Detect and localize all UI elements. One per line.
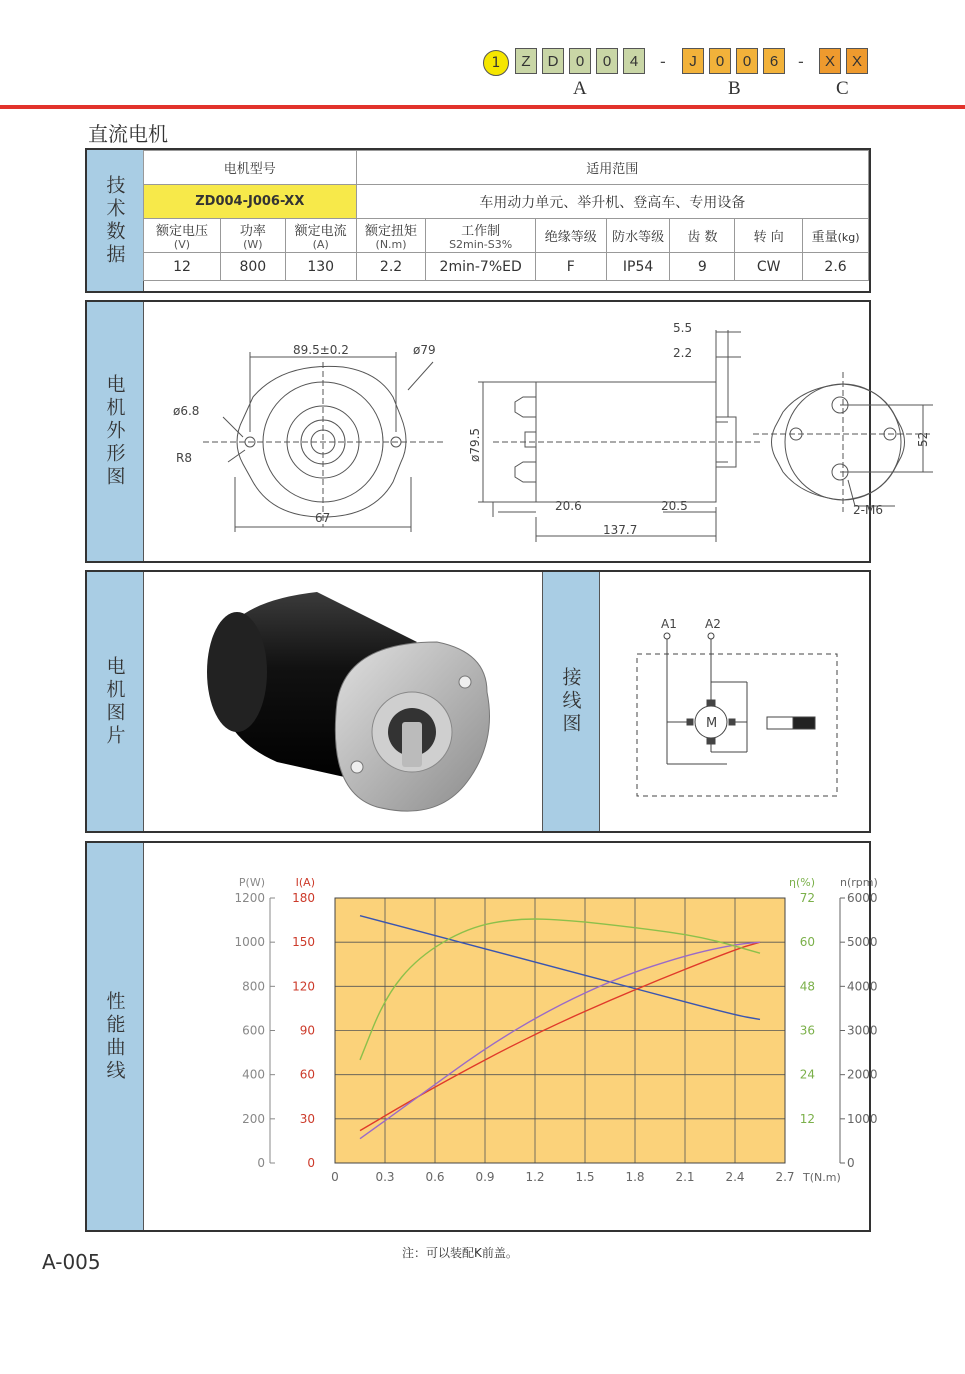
- t-tick: 1.5: [575, 1170, 595, 1184]
- code-label-c: C: [836, 78, 849, 99]
- dim-5-5: 5.5: [673, 321, 693, 335]
- photo-panel: [85, 570, 871, 833]
- t-tick: 1.8: [625, 1170, 645, 1184]
- code-char-a-3: 0: [596, 48, 618, 74]
- spec-col-name: 齿 数: [687, 230, 718, 245]
- p-tick: 200: [242, 1111, 265, 1126]
- spec-col-name: 重量: [811, 230, 838, 245]
- spec-col-value-3: 2.2: [356, 253, 426, 281]
- p-tick: 1200: [234, 891, 265, 905]
- page-number: A-005: [42, 1250, 101, 1274]
- separator-2: -: [798, 52, 804, 71]
- t-tick: 0.6: [425, 1170, 445, 1184]
- spec-col-header-4: [426, 219, 535, 253]
- p-tick: 600: [242, 1023, 265, 1038]
- spec-col-value-8: CW: [735, 253, 803, 281]
- spec-col-header-1: [220, 219, 285, 253]
- spec-col-name: 功率: [239, 224, 266, 239]
- spec-table: [143, 150, 869, 281]
- t-tick: 0.9: [475, 1170, 495, 1184]
- outline-drawing: [143, 302, 930, 561]
- spec-col-value-2: 130: [285, 253, 356, 281]
- range-value: 车用动力单元、举升机、登高车、专用设备: [356, 185, 868, 219]
- p-tick: 400: [242, 1067, 265, 1082]
- n-tick: 6000: [847, 891, 878, 905]
- n-axis-title: n(rpm): [840, 876, 878, 889]
- i-tick: 180: [292, 891, 315, 905]
- spec-col-name: 额定电流: [294, 224, 347, 239]
- dim-2-2: 2.2: [673, 346, 693, 360]
- eff-tick: 24: [799, 1067, 815, 1082]
- p-tick: 0: [257, 1156, 265, 1170]
- t-tick: 1.2: [525, 1170, 545, 1184]
- dim-d79-5: ø79.5: [468, 427, 482, 462]
- model-value: ZD004-J006-XX: [144, 185, 357, 219]
- n-tick: 5000: [847, 935, 878, 950]
- n-tick: 1000: [847, 1111, 878, 1126]
- code-label-a: A: [573, 78, 587, 99]
- spec-col-name: 防水等级: [612, 230, 665, 245]
- eff-tick: 12: [799, 1111, 815, 1126]
- eff-tick: 36: [799, 1023, 815, 1038]
- spec-col-header-3: [356, 219, 426, 253]
- model-code-index: 1: [483, 50, 509, 76]
- spec-col-unit: (kg): [837, 231, 860, 244]
- dim-20-5: 20.5: [661, 499, 688, 513]
- t-tick: 2.4: [725, 1170, 745, 1184]
- spec-col-unit: (A): [312, 238, 329, 251]
- spec-col-value-6: IP54: [606, 253, 670, 281]
- p-tick: 1000: [234, 935, 265, 950]
- spec-col-header-0: [144, 219, 221, 253]
- t-tick: 0.3: [375, 1170, 395, 1184]
- i-tick: 0: [307, 1156, 315, 1170]
- performance-side-label: 性能曲线: [87, 843, 144, 1230]
- code-char-b-1: 0: [709, 48, 731, 74]
- code-char-b-3: 6: [763, 48, 785, 74]
- i-tick: 60: [299, 1067, 315, 1082]
- outline-side-label: 电机外形图: [87, 302, 144, 561]
- code-label-b: B: [728, 78, 741, 99]
- code-char-a-4: 4: [623, 48, 645, 74]
- n-tick: 4000: [847, 979, 878, 994]
- n-tick: 3000: [847, 1023, 878, 1038]
- dim-d79: ø79: [413, 343, 436, 357]
- spec-col-header-7: [670, 219, 735, 253]
- separator-1: -: [660, 52, 666, 71]
- range-header: 适用范围: [356, 151, 868, 185]
- t-tick: 0: [331, 1170, 339, 1184]
- wiring-motor: M: [706, 716, 718, 731]
- n-tick: 2000: [847, 1067, 878, 1082]
- spec-col-name: 额定扭矩: [365, 224, 418, 239]
- spec-col-value-4: 2min-7%ED: [426, 253, 535, 281]
- code-char-c-1: X: [846, 48, 868, 74]
- spec-col-value-7: 9: [670, 253, 735, 281]
- wiring-a1: A1: [661, 617, 677, 631]
- spec-col-unit: S2min-S3%: [449, 238, 513, 251]
- spec-panel: [85, 148, 871, 293]
- i-tick: 30: [299, 1111, 315, 1126]
- i-tick: 120: [292, 979, 315, 994]
- spec-col-header-8: [735, 219, 803, 253]
- performance-panel: [85, 841, 878, 1232]
- spec-col-name: 额定电压: [155, 224, 208, 239]
- i-tick: 90: [299, 1023, 315, 1038]
- t-tick: 2.1: [675, 1170, 695, 1184]
- dim-d6-8: ø6.8: [173, 404, 200, 418]
- code-char-a-1: D: [542, 48, 564, 74]
- spec-col-name: 转 向: [753, 230, 784, 245]
- i-tick: 150: [292, 935, 315, 950]
- code-char-a-2: 0: [569, 48, 591, 74]
- wiring-side-label: 接线图: [542, 572, 600, 831]
- code-char-a-0: Z: [515, 48, 537, 74]
- dim-20-6: 20.6: [555, 499, 582, 513]
- spec-col-unit: (W): [243, 238, 263, 251]
- performance-chart: [143, 843, 878, 1230]
- code-char-b-2: 0: [736, 48, 758, 74]
- dim-52: 52: [916, 431, 930, 447]
- outline-panel: [85, 300, 930, 563]
- spec-col-header-9: [803, 219, 869, 253]
- n-tick: 0: [847, 1156, 855, 1170]
- spec-col-name: 绝缘等级: [544, 230, 597, 245]
- code-char-b-0: J: [682, 48, 704, 74]
- model-header: 电机型号: [144, 151, 357, 185]
- code-char-c-0: X: [819, 48, 841, 74]
- spec-col-header-6: [606, 219, 670, 253]
- spec-col-unit: (V): [173, 238, 191, 251]
- footer-note: 注：可以装配K前盖。: [402, 1246, 518, 1260]
- spec-col-value-9: 2.6: [803, 253, 869, 281]
- p-axis-title: P(W): [238, 876, 265, 889]
- dim-89-5: 89.5±0.2: [293, 343, 349, 357]
- header-divider: [0, 105, 965, 109]
- t-tick: 2.7: [775, 1170, 795, 1184]
- i-axis-title: I(A): [295, 876, 315, 889]
- dim-67: 67: [315, 511, 331, 525]
- photo-side-label: 电机图片: [87, 572, 144, 831]
- section-title: 直流电机: [88, 122, 168, 146]
- dim-137-7: 137.7: [603, 523, 638, 537]
- eff-axis-title: η(%): [788, 876, 815, 889]
- spec-col-header-5: [535, 219, 606, 253]
- spec-col-unit: (N.m): [375, 238, 407, 251]
- spec-col-header-2: [285, 219, 356, 253]
- spec-col-value-5: F: [535, 253, 606, 281]
- dim-r8: R8: [176, 451, 192, 465]
- eff-tick: 48: [799, 979, 815, 994]
- wiring-a2: A2: [705, 617, 721, 631]
- eff-tick: 60: [799, 935, 815, 950]
- t-axis-title: T(N.m): [803, 1171, 841, 1184]
- spec-col-name: 工作制: [461, 224, 501, 239]
- motor-photo: [197, 582, 537, 822]
- p-tick: 800: [242, 979, 265, 994]
- dim-2-m6: 2-M6: [853, 503, 883, 517]
- spec-side-label: 技术数据: [87, 150, 144, 291]
- spec-col-value-0: 12: [144, 253, 221, 281]
- eff-tick: 72: [799, 891, 815, 905]
- spec-col-value-1: 800: [220, 253, 285, 281]
- wiring-diagram: [627, 612, 867, 802]
